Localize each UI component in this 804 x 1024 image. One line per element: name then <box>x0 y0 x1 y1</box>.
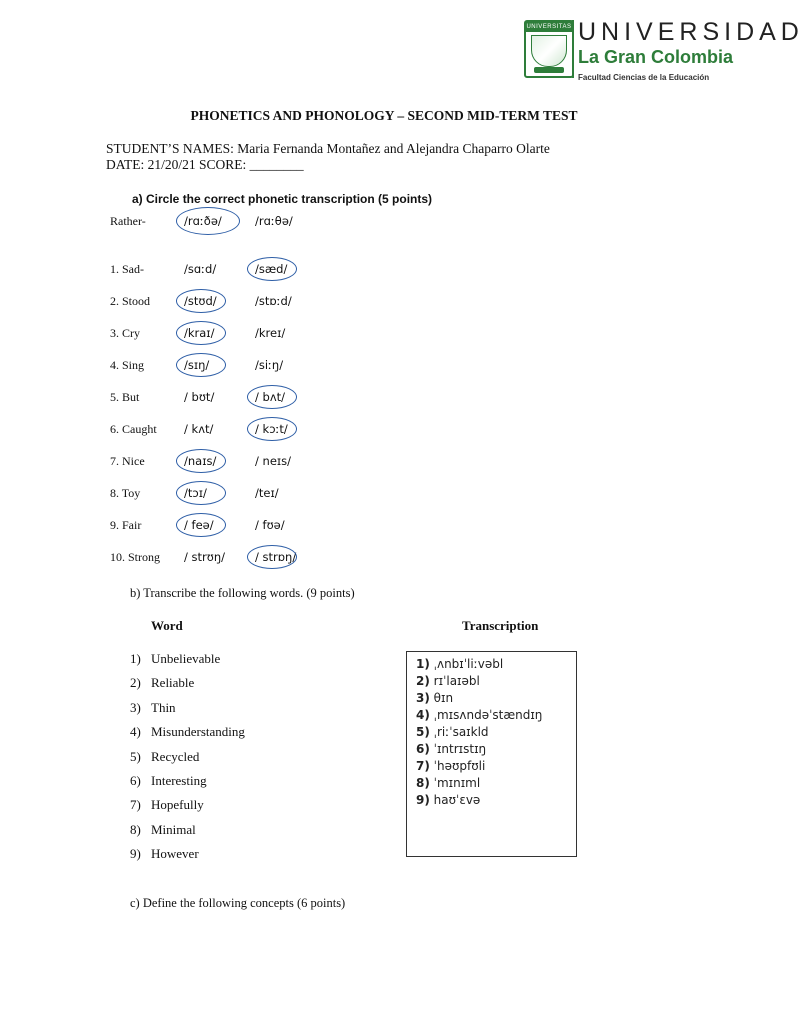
transcription-text: ˌʌnbɪˈliːvəbl <box>433 657 504 671</box>
option-2[interactable]: / neɪs/ <box>255 454 292 468</box>
logo-divider <box>572 20 574 78</box>
word-number: 5) <box>130 748 141 764</box>
transcription-item <box>416 776 480 790</box>
option-2[interactable]: /rɑːθə/ <box>255 214 293 228</box>
university-name: UNIVERSIDAD <box>578 18 804 46</box>
question-word: 4. Sing <box>110 358 145 372</box>
transcription-number: 7) <box>416 759 430 773</box>
word-number: 8) <box>130 821 141 837</box>
test-title: PHONETICS AND PHONOLOGY – SECOND MID-TERM TEST <box>190 108 578 123</box>
option-2[interactable]: /stɒːd/ <box>255 294 292 308</box>
option-1[interactable]: /kraɪ/ <box>184 326 215 340</box>
word-item <box>130 797 204 813</box>
question-word: 9. Fair <box>110 518 142 532</box>
option-2[interactable]: /teɪ/ <box>255 486 279 500</box>
transcription-item <box>416 657 503 671</box>
option-1[interactable]: /tɔɪ/ <box>184 486 207 500</box>
word-column-header: Word <box>151 618 183 633</box>
word-number: 4) <box>130 724 141 740</box>
transcription-answer-box <box>406 651 577 857</box>
question-word: 1. Sad- <box>110 262 144 276</box>
option-2[interactable]: /sæd/ <box>255 262 288 276</box>
transcription-text: ˌmɪsʌndəˈstændɪŋ <box>433 708 543 722</box>
transcription-number: 3) <box>416 691 430 705</box>
word-text: However <box>151 846 199 862</box>
transcription-item <box>416 742 486 756</box>
word-number: 2) <box>130 675 141 691</box>
option-2[interactable]: /kreɪ/ <box>255 326 286 340</box>
transcription-number: 5) <box>416 725 430 739</box>
word-number: 7) <box>130 797 141 813</box>
word-number: 6) <box>130 773 141 788</box>
word-text: Hopefully <box>151 797 204 813</box>
transcription-text: θɪn <box>433 691 454 705</box>
transcription-item <box>416 793 480 807</box>
question-word: 2. Stood <box>110 294 151 308</box>
option-1[interactable]: / strʊŋ/ <box>184 550 226 564</box>
question-word: 6. Caught <box>110 422 157 436</box>
word-item <box>130 773 207 789</box>
transcription-item <box>416 708 542 722</box>
word-text: Thin <box>151 699 176 715</box>
question-word: Rather- <box>110 214 146 228</box>
word-item <box>130 846 199 862</box>
seal-banner: UNIVERSITAS <box>526 24 572 30</box>
option-1[interactable]: /rɑːðə/ <box>184 214 222 228</box>
word-item <box>130 700 176 716</box>
university-seal <box>524 20 574 78</box>
option-2[interactable]: /siːŋ/ <box>255 358 284 372</box>
section-a-heading: a) Circle the correct phonetic transcription (5 points) <box>132 192 433 206</box>
option-1[interactable]: / bʊt/ <box>184 390 215 404</box>
word-item <box>130 749 199 765</box>
question-word: 7. Nice <box>110 454 145 468</box>
question-word: 8. Toy <box>110 486 141 500</box>
transcription-text: ˌriːˈsaɪkld <box>433 725 489 739</box>
transcription-item <box>416 691 453 705</box>
word-item <box>130 675 194 691</box>
question-word: 5. But <box>110 390 140 404</box>
option-1[interactable]: /naɪs/ <box>184 454 217 468</box>
word-text: Unbelievable <box>151 651 221 666</box>
option-2[interactable]: / kɔːt/ <box>255 422 288 436</box>
option-2[interactable]: / bʌt/ <box>255 390 286 404</box>
question-word: 10. Strong <box>110 550 161 564</box>
transcription-text: haʊˈɛvə <box>433 793 481 807</box>
word-text: Interesting <box>151 773 207 788</box>
transcription-item <box>416 759 485 773</box>
option-1[interactable]: / kʌt/ <box>184 422 214 436</box>
student-names: STUDENT’S NAMES: Maria Fernanda Montañez and Alejandra Chaparro Olarte <box>106 141 550 156</box>
word-item <box>130 651 220 667</box>
transcription-number: 1) <box>416 657 430 671</box>
word-number: 1) <box>130 651 141 666</box>
option-2[interactable]: / strɒŋ/ <box>255 550 297 564</box>
option-1[interactable]: /sɑːd/ <box>184 262 217 276</box>
transcription-text: ˈɪntrɪstɪŋ <box>433 742 487 756</box>
word-item <box>130 724 245 740</box>
transcription-item <box>416 674 480 688</box>
section-b-heading: b) Transcribe the following words. (9 points) <box>130 586 355 600</box>
transcription-number: 6) <box>416 742 430 756</box>
word-text: Misunderstanding <box>151 724 245 740</box>
option-2[interactable]: / fʊə/ <box>255 518 285 532</box>
seal-ribbon <box>534 67 564 73</box>
word-text: Recycled <box>151 748 200 764</box>
faculty-name: Facultad Ciencias de la Educación <box>578 73 710 82</box>
transcription-column-header: Transcription <box>462 618 539 633</box>
transcription-item <box>416 725 489 739</box>
word-item <box>130 822 196 838</box>
section-c-heading: c) Define the following concepts (6 points) <box>130 896 346 910</box>
option-1[interactable]: /stʊd/ <box>184 294 217 308</box>
transcription-number: 9) <box>416 793 430 807</box>
transcription-number: 8) <box>416 776 430 790</box>
transcription-number: 2) <box>416 674 430 688</box>
university-subname: La Gran Colombia <box>578 47 734 67</box>
word-number: 9) <box>130 846 141 862</box>
transcription-text: rɪˈlaɪəbl <box>433 674 480 688</box>
date-score-line: DATE: 21/20/21 SCORE: ________ <box>106 157 304 172</box>
word-text: Reliable <box>151 675 195 691</box>
seal-shield-icon <box>531 35 567 67</box>
word-text: Minimal <box>151 821 196 837</box>
option-1[interactable]: /sɪŋ/ <box>184 358 210 372</box>
transcription-number: 4) <box>416 708 430 722</box>
option-1[interactable]: / feə/ <box>184 518 214 532</box>
transcription-text: ˈhəʊpfʊli <box>433 759 486 773</box>
question-word: 3. Cry <box>110 326 140 340</box>
transcription-text: ˈmɪnɪml <box>433 776 481 790</box>
word-number: 3) <box>130 699 141 715</box>
